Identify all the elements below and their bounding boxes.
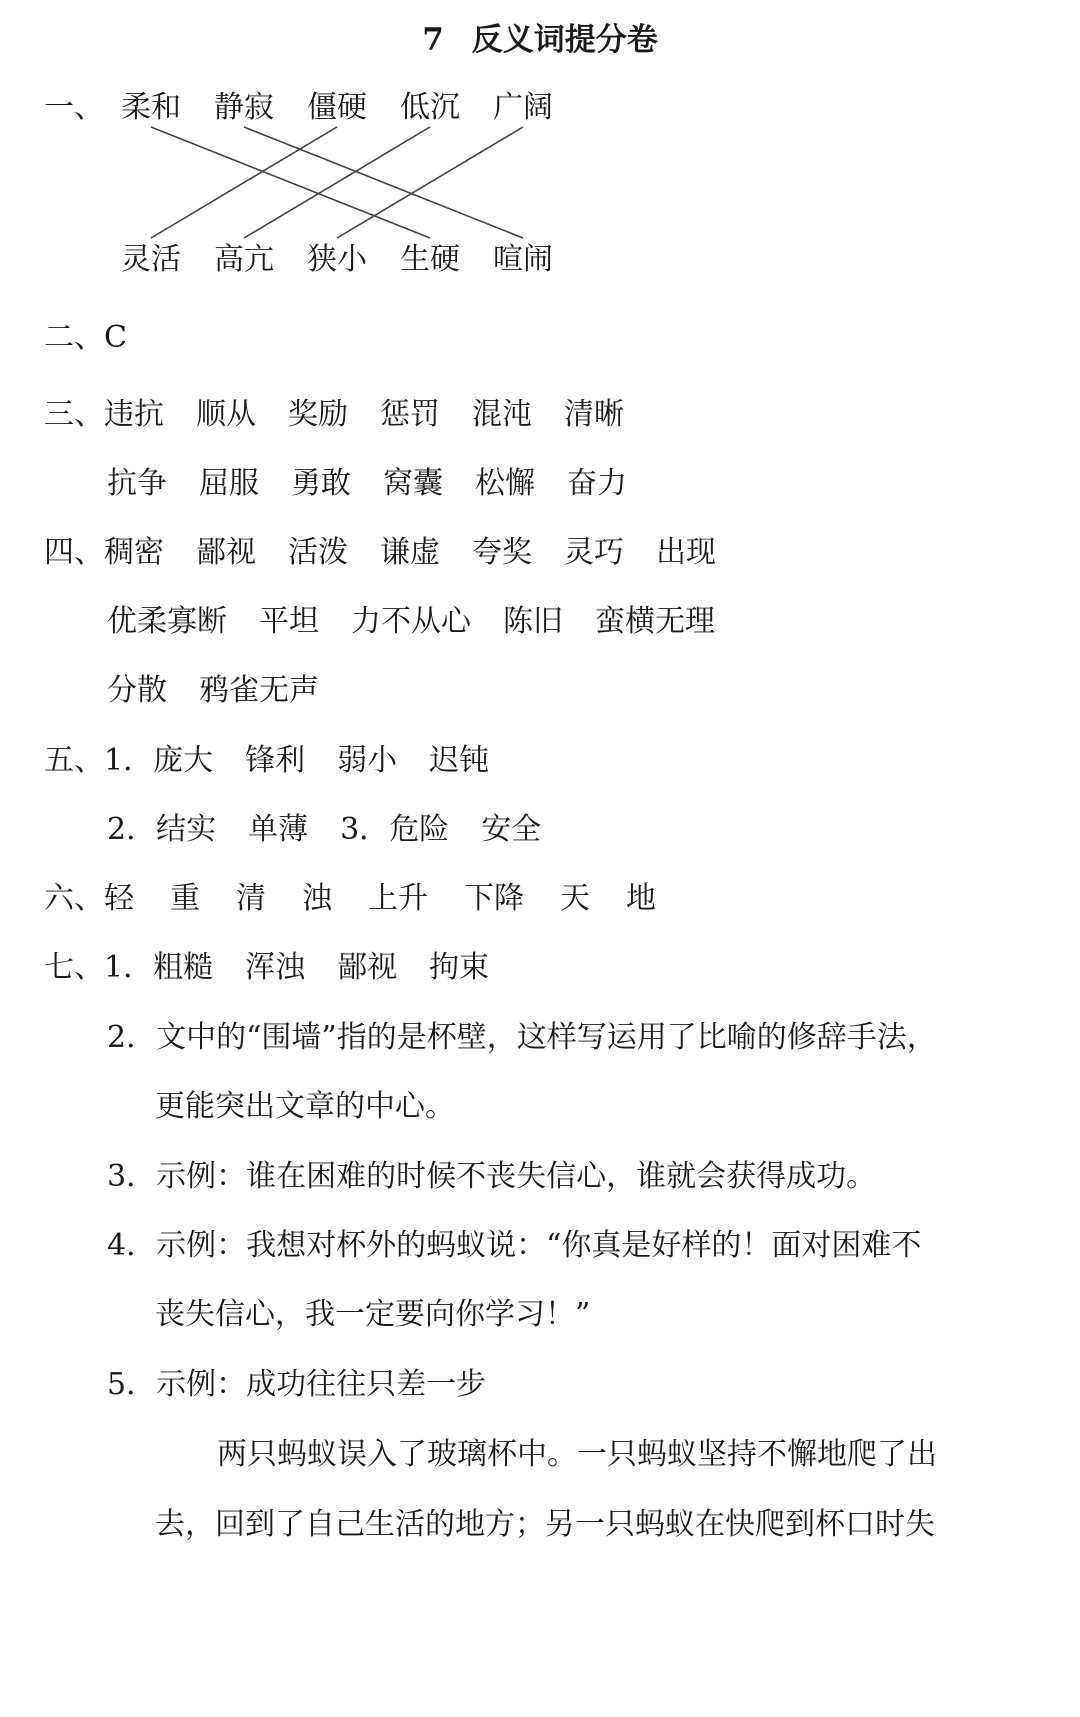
section-5-q2-q3 — [107, 810, 541, 850]
match-line-4 — [244, 127, 430, 238]
s3-word: 混沌 — [472, 397, 532, 432]
question-number: 2． — [107, 1020, 157, 1055]
section-2 — [44, 318, 127, 358]
s3-word: 奋力 — [567, 466, 627, 501]
s5-word: 安全 — [481, 812, 542, 847]
s6-word: 浊 — [302, 881, 332, 916]
s1-bottom-4: 喧闹 — [493, 242, 553, 277]
s1-top-3: 低沉 — [400, 90, 460, 125]
match-line-5 — [337, 127, 523, 238]
s3-word: 惩罚 — [380, 397, 440, 432]
section-4-row-3 — [107, 671, 319, 711]
s3-word: 抗争 — [107, 466, 167, 501]
section-7-q4-line-2: 丧失信心，我一定要向你学习！” — [155, 1297, 591, 1332]
s5-word: 庞大 — [153, 743, 214, 778]
s1-top-1: 静寂 — [214, 90, 274, 125]
s3-word: 清晰 — [564, 397, 624, 432]
s6-word: 清 — [236, 881, 266, 916]
section-7-q1 — [44, 948, 489, 988]
section-6-label: 六、 — [44, 881, 104, 916]
s6-word: 地 — [626, 881, 656, 916]
question-number: 4． — [107, 1228, 157, 1263]
s4-word: 谦虚 — [380, 535, 440, 570]
section-4-row-1 — [44, 533, 716, 573]
section-2-label: 二、 — [44, 320, 104, 355]
title-number: 7 — [422, 22, 444, 58]
s4-word: 灵巧 — [564, 535, 624, 570]
section-3-row-1 — [44, 395, 624, 435]
s1-bottom-0: 灵活 — [121, 242, 181, 277]
s1-bottom-1: 高亢 — [214, 242, 274, 277]
section-6 — [44, 879, 656, 919]
s4-word: 平坦 — [259, 604, 319, 639]
match-line-2 — [244, 127, 523, 238]
s4-word: 出现 — [656, 535, 716, 570]
s4-word: 夸奖 — [472, 535, 532, 570]
s5-word: 迟钝 — [429, 743, 490, 778]
answer-text: 示例：谁在困难的时候不丧失信心，谁就会获得成功。 — [156, 1159, 877, 1194]
s6-word: 下降 — [464, 881, 524, 916]
question-number: 3． — [340, 812, 390, 847]
question-number: 1． — [104, 743, 154, 778]
section-7-q2-line-2: 更能突出文章的中心。 — [155, 1089, 455, 1124]
s6-word: 轻 — [104, 881, 134, 916]
s4-word: 陈旧 — [503, 604, 563, 639]
s3-word: 奖励 — [288, 397, 348, 432]
section-4-label: 四、 — [44, 535, 104, 570]
s7-word: 浑浊 — [245, 950, 306, 985]
question-number: 1． — [104, 950, 154, 985]
s4-word: 活泼 — [288, 535, 348, 570]
s4-word: 稠密 — [104, 535, 164, 570]
s5-word: 单薄 — [248, 812, 309, 847]
s6-word: 重 — [170, 881, 200, 916]
question-number: 5． — [107, 1367, 157, 1402]
s1-top-0: 柔和 — [121, 90, 181, 125]
s1-top-2: 僵硬 — [307, 90, 367, 125]
answer-text: 示例：成功往往只差一步 — [156, 1367, 487, 1402]
title-text: 反义词提分卷 — [471, 22, 658, 58]
section-7-q5-paragraph-line-1: 两只蚂蚁误入了玻璃杯中。一只蚂蚁坚持不懈地爬了出 — [217, 1437, 937, 1472]
section-7-q5 — [107, 1365, 486, 1405]
s7-word: 鄙视 — [337, 950, 398, 985]
s4-word: 鄙视 — [196, 535, 256, 570]
s1-bottom-3: 生硬 — [400, 242, 460, 277]
s1-bottom-2: 狭小 — [307, 242, 367, 277]
s6-word: 上升 — [368, 881, 428, 916]
s4-word: 蛮横无理 — [595, 604, 715, 639]
s7-word: 拘束 — [429, 950, 490, 985]
answer-text: 示例：我想对杯外的蚂蚁说：“你真是好样的！面对困难不 — [156, 1228, 922, 1263]
s4-word: 力不从心 — [351, 604, 471, 639]
section-3-row-2 — [107, 464, 627, 504]
s6-word: 天 — [560, 881, 590, 916]
section-7-q2-line-1 — [107, 1018, 937, 1058]
s3-word: 窝囊 — [383, 466, 443, 501]
match-line-1 — [151, 127, 430, 238]
answer-text: 文中的“围墙”指的是杯壁，这样写运用了比喻的修辞手法， — [156, 1020, 937, 1055]
s7-word: 粗糙 — [153, 950, 214, 985]
match-line-3 — [151, 127, 337, 238]
section-7-q4-line-1 — [107, 1226, 921, 1266]
section-7-label: 七、 — [44, 950, 104, 985]
section-4-row-2 — [107, 602, 715, 642]
section-7-q3 — [107, 1157, 876, 1197]
section-1-label: 一、 — [44, 90, 104, 125]
s4-word: 分散 — [107, 673, 167, 708]
question-number: 3． — [107, 1159, 157, 1194]
s4-word: 鸦雀无声 — [199, 673, 319, 708]
s5-word: 结实 — [156, 812, 217, 847]
section-5-q1 — [44, 741, 489, 781]
section-3-label: 三、 — [44, 397, 104, 432]
section-5-label: 五、 — [44, 743, 104, 778]
section-7-q5-paragraph-line-2: 去，回到了自己生活的地方；另一只蚂蚁在快爬到杯口时失 — [155, 1507, 935, 1542]
s4-word: 优柔寡断 — [107, 604, 227, 639]
section-2-answer: C — [104, 320, 127, 355]
s5-word: 危险 — [389, 812, 450, 847]
s3-word: 顺从 — [196, 397, 256, 432]
question-number: 2． — [107, 812, 157, 847]
s3-word: 屈服 — [199, 466, 259, 501]
s5-word: 锋利 — [245, 743, 306, 778]
s3-word: 违抗 — [104, 397, 164, 432]
s3-word: 勇敢 — [291, 466, 351, 501]
s3-word: 松懈 — [475, 466, 535, 501]
s5-word: 弱小 — [337, 743, 398, 778]
s1-top-4: 广阔 — [493, 90, 553, 125]
